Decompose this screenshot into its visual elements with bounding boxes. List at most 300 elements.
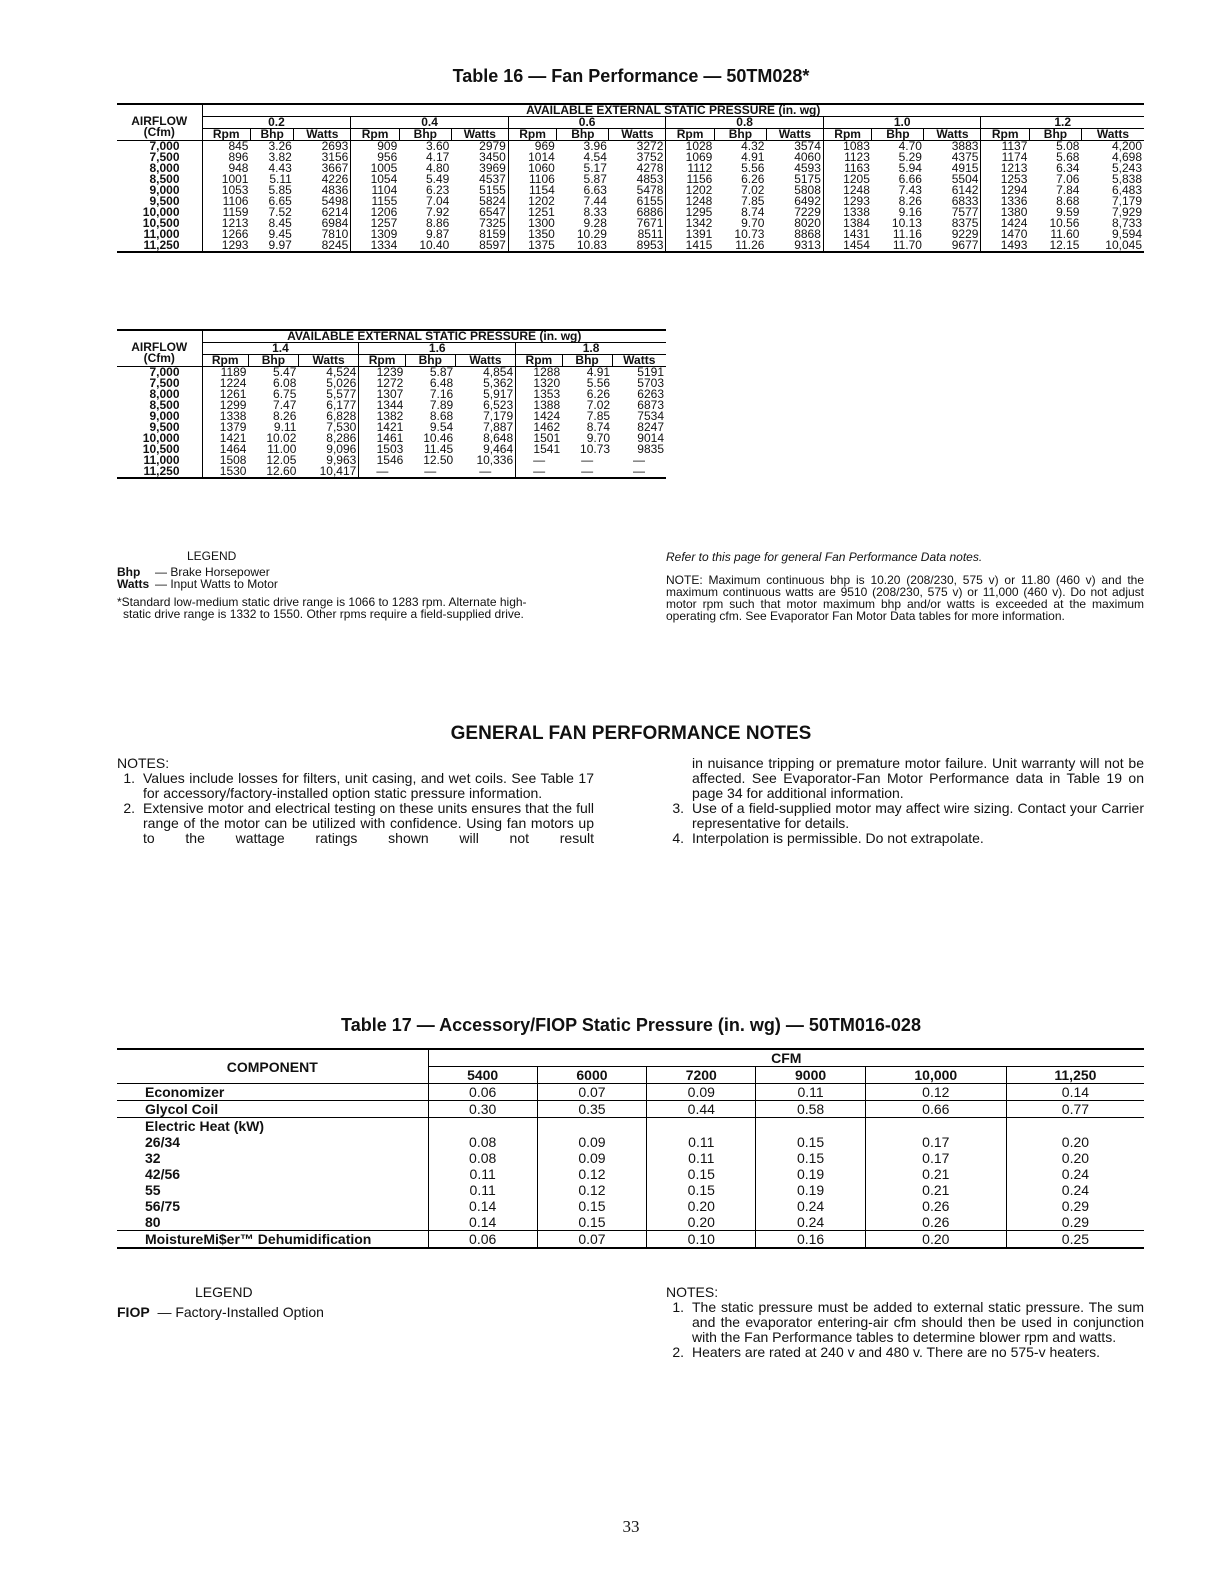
value-cell: 0.15 — [537, 1198, 646, 1214]
value-cell: 6263 — [637, 387, 664, 401]
value-cell: 7.47 — [273, 398, 297, 412]
value-cell: 4.91 — [586, 365, 611, 379]
value-cell: 0.14 — [428, 1198, 537, 1214]
value-cell: 1202 — [508, 196, 556, 207]
notes-heading: NOTES: — [117, 755, 170, 771]
component-row — [117, 1134, 1144, 1150]
value-cell: 8.45 — [268, 216, 292, 230]
value-cell: 11.00 — [267, 442, 297, 456]
value-cell: 1272 — [359, 378, 405, 389]
value-cell: 5,577 — [326, 387, 357, 401]
component-row — [117, 1150, 1144, 1166]
value-cell: 4,854 — [483, 365, 514, 379]
value-cell: 1382 — [359, 411, 405, 422]
value-cell: 3969 — [479, 161, 506, 175]
value-cell: 6.48 — [429, 376, 454, 390]
value-cell: 0.09 — [537, 1150, 646, 1166]
sub-column-header: Watts — [924, 129, 981, 141]
value-cell: 6.66 — [898, 172, 922, 186]
value-cell: 8245 — [321, 238, 349, 252]
legend-bhp: Bhp — Brake Horsepower — [117, 565, 270, 579]
value-cell: 7577 — [951, 205, 979, 219]
value-cell: 6,523 — [483, 398, 514, 412]
refer-note: Refer to this page for general Fan Performance Data notes. — [666, 550, 983, 564]
value-cell: 9.59 — [1056, 205, 1080, 219]
value-cell: 3.82 — [268, 150, 292, 164]
value-cell: 4,200 — [1111, 139, 1142, 153]
value-cell: — — [581, 453, 594, 467]
max-bhp-note: NOTE: Maximum continuous bhp is 10.20 (208/230, 575 v) or 11.80 (460 v) and the maximum continuous watts are 9510 (208/230, 575 v) or 11,000 (460 v). Do not adjust motor rpm such that motor maximum bhp and/or watts is exceeded at the maximum operating cfm. See Evaporator Fan Motor Data tables for more information. — [666, 573, 1144, 623]
value-cell: 0.20 — [865, 1231, 1006, 1249]
value-cell: 8.74 — [741, 205, 765, 219]
value-cell: 7.04 — [426, 194, 450, 208]
notes-heading: NOTES: — [666, 1284, 719, 1300]
value-cell: 0.21 — [865, 1182, 1006, 1198]
airflow-header: AIRFLOW (Cfm) — [117, 104, 202, 141]
value-cell: 1202 — [666, 185, 714, 196]
airflow-cell: 11,000 — [143, 453, 180, 467]
value-cell: 1342 — [666, 218, 714, 229]
value-cell: 1299 — [202, 400, 248, 411]
component-label: 55 — [145, 1182, 161, 1198]
note-1: 1. Values include losses for filters, unit casing, and wet coils. See Table 17 for accessory/factory-installed option static pressure information. — [123, 770, 594, 801]
airflow-cell: 7,000 — [149, 365, 180, 379]
value-cell: 2979 — [479, 139, 506, 153]
table16-legend — [117, 550, 597, 620]
value-cell: 4.17 — [426, 150, 450, 164]
airflow-cell: 8,000 — [149, 387, 180, 401]
value-cell: 4375 — [951, 150, 979, 164]
airflow-cell: 7,500 — [149, 376, 180, 390]
value-cell: 4836 — [321, 183, 349, 197]
value-cell: — — [633, 453, 646, 467]
value-cell: 1462 — [516, 422, 562, 433]
sub-column-header: Watts — [294, 129, 351, 141]
value-cell: 7325 — [479, 216, 506, 230]
sub-column-header: Bhp — [248, 355, 298, 367]
value-cell: 1189 — [202, 367, 248, 379]
value-cell: 1470 — [981, 229, 1029, 240]
airflow-cell: 10,000 — [142, 431, 180, 445]
note-2: 2. Extensive motor and electrical testing on these units ensures that the full range of the motor can be utilized with confidence. Using fan motors up to the wattage ratings shown will not result — [123, 800, 594, 846]
value-cell: 0.06 — [428, 1084, 537, 1101]
value-cell: 1508 — [202, 455, 248, 466]
value-cell: 1421 — [202, 433, 248, 444]
value-cell: — — [581, 464, 594, 478]
value-cell: 1379 — [202, 422, 248, 433]
value-cell: 4853 — [636, 172, 664, 186]
value-cell: 1248 — [823, 185, 871, 196]
sub-column-header: Rpm — [981, 129, 1029, 141]
airflow-cell: 7,500 — [149, 150, 180, 164]
value-cell: 1454 — [823, 240, 871, 252]
value-cell: 9.16 — [898, 205, 922, 219]
value-cell: 1380 — [981, 207, 1029, 218]
cfm-column-header: 10,000 — [865, 1067, 1006, 1084]
value-cell: 5,362 — [483, 376, 514, 390]
component-row — [117, 1084, 1144, 1101]
airflow-cell: 8,500 — [149, 398, 180, 412]
value-cell: 6142 — [951, 183, 979, 197]
value-cell: 7,179 — [1111, 194, 1142, 208]
value-cell: 3574 — [794, 139, 821, 153]
value-cell: 8953 — [636, 238, 664, 252]
value-cell: 8597 — [479, 238, 506, 252]
value-cell: 1001 — [202, 174, 250, 185]
value-cell: 10,417 — [319, 464, 357, 478]
airflow-cell: 10,500 — [142, 216, 180, 230]
value-cell: 6.75 — [273, 387, 297, 401]
value-cell: 0.24 — [1006, 1182, 1144, 1198]
value-cell: 11.26 — [735, 238, 765, 252]
table17-legend — [117, 1285, 597, 1320]
value-cell: 5.68 — [1056, 150, 1080, 164]
airflow-cell: 9,500 — [149, 420, 180, 434]
value-cell: 10,045 — [1105, 238, 1142, 252]
value-cell: 8,648 — [483, 431, 514, 445]
airflow-cell: 9,500 — [149, 194, 180, 208]
value-cell: 10.29 — [576, 227, 607, 241]
value-cell: 11.70 — [892, 238, 922, 252]
value-cell: 1295 — [666, 207, 714, 218]
value-cell: 1156 — [666, 174, 714, 185]
legend-heading: LEGEND — [195, 1284, 253, 1300]
airflow-cell: 11,250 — [143, 238, 180, 252]
value-cell: 6.08 — [273, 376, 297, 390]
value-cell: 6886 — [636, 205, 664, 219]
value-cell: 9229 — [951, 227, 979, 241]
legend-heading: LEGEND — [187, 549, 237, 563]
value-cell: 0.08 — [428, 1134, 537, 1150]
value-cell: 1415 — [666, 240, 714, 252]
value-cell: 1224 — [202, 378, 248, 389]
sub-column-header: Bhp — [250, 129, 293, 141]
value-cell: 0.58 — [756, 1101, 865, 1118]
sub-column-header: Rpm — [351, 129, 399, 141]
value-cell: 10.13 — [891, 216, 922, 230]
value-cell: 5.08 — [1056, 139, 1080, 153]
value-cell: 5703 — [637, 376, 664, 390]
value-cell: 1112 — [666, 163, 714, 174]
component-label: 56/75 — [145, 1198, 181, 1214]
value-cell: 5155 — [479, 183, 506, 197]
value-cell: 9014 — [637, 431, 664, 445]
value-cell: 1163 — [823, 163, 871, 174]
sub-column-header: Rpm — [823, 129, 871, 141]
value-cell: 0.11 — [756, 1084, 865, 1101]
table-row — [117, 466, 666, 478]
value-cell: 0.29 — [1006, 1198, 1144, 1214]
value-cell: 8247 — [637, 420, 664, 434]
value-cell: 1083 — [823, 141, 871, 153]
value-cell: 9,096 — [326, 442, 357, 456]
airflow-header: AIRFLOW (Cfm) — [117, 330, 202, 367]
value-cell: 4,698 — [1111, 150, 1142, 164]
value-cell: 0.11 — [647, 1150, 756, 1166]
value-cell: 4.80 — [426, 161, 450, 175]
value-cell: 3883 — [951, 139, 979, 153]
value-cell: 6.26 — [741, 172, 765, 186]
airflow-cell: 10,000 — [142, 205, 180, 219]
value-cell: 1205 — [823, 174, 871, 185]
table17-title: Table 17 — Accessory/FIOP Static Pressure (in. wg) — 50TM016-028 — [341, 1015, 921, 1035]
sub-column-header: Rpm — [666, 129, 714, 141]
general-notes-left — [117, 756, 594, 846]
value-cell: 0.21 — [865, 1166, 1006, 1182]
component-row — [117, 1231, 1144, 1249]
value-cell: 0.15 — [756, 1134, 865, 1150]
table16-title: Table 16 — Fan Performance — 50TM028* — [452, 66, 810, 86]
value-cell: 0.09 — [647, 1084, 756, 1101]
value-cell: 0.26 — [865, 1214, 1006, 1231]
value-cell: 12.60 — [266, 464, 297, 478]
value-cell: 0.15 — [647, 1166, 756, 1182]
value-cell: 4278 — [636, 161, 664, 175]
value-cell: 3450 — [479, 150, 506, 164]
cfm-column-header: 9000 — [756, 1067, 865, 1084]
value-cell: 1309 — [351, 229, 399, 240]
legend-fiop: FIOP — Factory-Installed Option — [117, 1304, 324, 1320]
value-cell: 1154 — [508, 185, 556, 196]
value-cell: 1060 — [508, 163, 556, 174]
value-cell: 6.26 — [586, 387, 611, 401]
value-cell: 0.17 — [865, 1150, 1006, 1166]
airflow-cell: 7,000 — [149, 139, 180, 153]
pressure-column-header: 0.6 — [508, 117, 666, 129]
value-cell: 1336 — [981, 196, 1029, 207]
value-cell: 5.49 — [426, 172, 450, 186]
pressure-header: AVAILABLE EXTERNAL STATIC PRESSURE (in. wg) — [202, 330, 666, 343]
value-cell: 1213 — [981, 163, 1029, 174]
legend-watts: Watts — Input Watts to Motor — [117, 577, 278, 591]
fan-performance-table-top — [117, 103, 1144, 253]
cfm-column-header: 11,250 — [1006, 1067, 1144, 1084]
value-cell: 4.32 — [741, 139, 765, 153]
value-cell: 7.92 — [426, 205, 450, 219]
sub-column-header: Watts — [766, 129, 823, 141]
value-cell: 8.74 — [586, 420, 611, 434]
general-notes-title: GENERAL FAN PERFORMANCE NOTES — [450, 723, 812, 744]
value-cell: 0.09 — [537, 1134, 646, 1150]
value-cell: 0.24 — [756, 1214, 865, 1231]
value-cell: 0.20 — [647, 1214, 756, 1231]
value-cell: 8511 — [637, 227, 664, 241]
value-cell: 1530 — [202, 466, 248, 478]
sub-column-header: Bhp — [1029, 129, 1081, 141]
value-cell: 1384 — [823, 218, 871, 229]
component-label: Economizer — [145, 1084, 225, 1100]
value-cell: 0.66 — [865, 1101, 1006, 1118]
value-cell: 5498 — [321, 194, 349, 208]
value-cell: 5824 — [479, 194, 506, 208]
value-cell: 5.94 — [898, 161, 922, 175]
value-cell: 7.02 — [586, 398, 611, 412]
value-cell: 6,483 — [1111, 183, 1142, 197]
value-cell: 6,828 — [326, 409, 357, 423]
value-cell: 12.50 — [423, 453, 454, 467]
value-cell: 0.35 — [537, 1101, 646, 1118]
value-cell: 1375 — [508, 240, 556, 252]
component-row — [117, 1166, 1144, 1182]
value-cell: 0.12 — [537, 1182, 646, 1198]
sub-column-header: Watts — [612, 355, 666, 367]
value-cell: 9677 — [951, 238, 979, 252]
value-cell: 8.26 — [273, 409, 297, 423]
value-cell: 9835 — [637, 442, 664, 456]
value-cell: 6.23 — [426, 183, 450, 197]
value-cell: 1106 — [202, 196, 250, 207]
value-cell: 1239 — [359, 367, 405, 379]
value-cell: 0.19 — [756, 1166, 865, 1182]
value-cell: 1353 — [516, 389, 562, 400]
value-cell: 8.86 — [426, 216, 450, 230]
value-cell: 9313 — [794, 238, 821, 252]
value-cell: 0.77 — [1006, 1101, 1144, 1118]
pressure-column-header: 1.2 — [981, 117, 1144, 129]
component-label: 26/34 — [145, 1134, 181, 1150]
value-cell: 11.60 — [1050, 227, 1080, 241]
value-cell: 0.11 — [647, 1134, 756, 1150]
value-cell: 0.15 — [537, 1214, 646, 1231]
value-cell: 8375 — [951, 216, 979, 230]
value-cell: 4060 — [794, 150, 821, 164]
value-cell: 3.26 — [268, 139, 292, 153]
value-cell: 6984 — [321, 216, 349, 230]
value-cell: 4915 — [951, 161, 979, 175]
value-cell: 1541 — [516, 444, 562, 455]
static-pressure-table — [117, 1048, 1144, 1249]
value-cell: 9.45 — [268, 227, 292, 241]
value-cell: 0.10 — [647, 1231, 756, 1249]
value-cell: 0.11 — [428, 1182, 537, 1198]
sub-column-header: Watts — [609, 129, 666, 141]
cfm-column-header: 6000 — [537, 1067, 646, 1084]
value-cell: 0.11 — [428, 1166, 537, 1182]
value-cell: 5.11 — [269, 172, 292, 186]
value-cell: 1293 — [202, 240, 250, 252]
sub-column-header: Bhp — [562, 355, 612, 367]
value-cell: 1501 — [516, 433, 562, 444]
value-cell: 3667 — [321, 161, 349, 175]
table-row — [117, 240, 1144, 252]
value-cell: 948 — [202, 163, 250, 174]
value-cell: 1300 — [508, 218, 556, 229]
value-cell: 9,594 — [1111, 227, 1142, 241]
airflow-cell: 9,000 — [149, 409, 180, 423]
value-cell: 6492 — [794, 194, 821, 208]
component-row — [117, 1118, 1144, 1135]
airflow-cell: 11,250 — [143, 464, 180, 478]
value-cell: 0.06 — [428, 1231, 537, 1249]
value-cell: 1106 — [508, 174, 556, 185]
value-cell: 0.12 — [537, 1166, 646, 1182]
sub-column-header: Bhp — [872, 129, 924, 141]
value-cell: 9,963 — [326, 453, 357, 467]
value-cell: 8.33 — [583, 205, 607, 219]
component-row — [117, 1214, 1144, 1231]
value-cell: 9,464 — [483, 442, 514, 456]
value-cell: 0.29 — [1006, 1214, 1144, 1231]
sub-column-header: Rpm — [516, 355, 562, 367]
sub-column-header: Rpm — [202, 129, 250, 141]
cfm-column-header: 5400 — [428, 1067, 537, 1084]
empty-cell — [647, 1118, 756, 1135]
value-cell: 10,336 — [476, 453, 514, 467]
empty-cell — [1006, 1118, 1144, 1135]
value-cell: 1248 — [666, 196, 714, 207]
t17-note-2: 2. Heaters are rated at 240 v and 480 v. There are no 575-v heaters. — [672, 1344, 1101, 1360]
value-cell: 7.02 — [741, 183, 765, 197]
value-cell: 6,177 — [326, 398, 357, 412]
sub-column-header: Bhp — [399, 129, 451, 141]
value-cell: 10.02 — [266, 431, 297, 445]
value-cell: 1461 — [359, 433, 405, 444]
component-label: Glycol Coil — [145, 1101, 219, 1117]
value-cell: 0.14 — [1006, 1084, 1144, 1101]
sub-column-header: Bhp — [714, 129, 766, 141]
value-cell: — — [516, 455, 562, 466]
value-cell: 0.30 — [428, 1101, 537, 1118]
value-cell: 10.73 — [580, 442, 611, 456]
value-cell: 7,179 — [483, 409, 514, 423]
value-cell: 1334 — [351, 240, 399, 252]
value-cell: 9.54 — [429, 420, 454, 434]
component-label: 32 — [145, 1150, 161, 1166]
value-cell: 5.47 — [273, 365, 297, 379]
value-cell: 0.07 — [537, 1231, 646, 1249]
value-cell: 1424 — [981, 218, 1029, 229]
fan-performance-table-bottom — [117, 329, 666, 479]
value-cell: 1261 — [202, 389, 248, 400]
value-cell: 1421 — [359, 422, 405, 433]
value-cell: 6833 — [951, 194, 979, 208]
value-cell: 4.70 — [898, 139, 922, 153]
value-cell: 1174 — [981, 152, 1029, 163]
sub-column-header: Watts — [451, 129, 508, 141]
airflow-cell: 11,000 — [143, 227, 180, 241]
value-cell: 1137 — [981, 141, 1029, 153]
value-cell: 7.89 — [429, 398, 454, 412]
value-cell: 3272 — [636, 139, 664, 153]
value-cell: 5808 — [794, 183, 821, 197]
value-cell: 1257 — [351, 218, 399, 229]
airflow-cell: 9,000 — [149, 183, 180, 197]
component-label: MoistureMi$er™ Dehumidification — [145, 1231, 372, 1247]
value-cell: 7.43 — [898, 183, 922, 197]
value-cell: 8.68 — [1056, 194, 1080, 208]
value-cell: 10.73 — [734, 227, 765, 241]
value-cell: 4226 — [321, 172, 349, 186]
value-cell: 8868 — [794, 227, 821, 241]
value-cell: 1338 — [202, 411, 248, 422]
value-cell: 6547 — [479, 205, 506, 219]
component-row — [117, 1198, 1144, 1214]
pressure-column-header: 0.8 — [666, 117, 824, 129]
sub-column-header: Rpm — [359, 355, 405, 367]
value-cell: 9.87 — [426, 227, 450, 241]
value-cell: 11.45 — [424, 442, 454, 456]
value-cell: 1320 — [516, 378, 562, 389]
component-label: 42/56 — [145, 1166, 181, 1182]
value-cell: 7,929 — [1111, 205, 1142, 219]
value-cell: 10.56 — [1049, 216, 1080, 230]
value-cell: 5.85 — [268, 183, 292, 197]
value-cell: 3.60 — [426, 139, 450, 153]
value-cell: 3.96 — [583, 139, 607, 153]
value-cell: 4,524 — [326, 365, 357, 379]
value-cell: 1294 — [981, 185, 1029, 196]
value-cell: 8020 — [794, 216, 821, 230]
